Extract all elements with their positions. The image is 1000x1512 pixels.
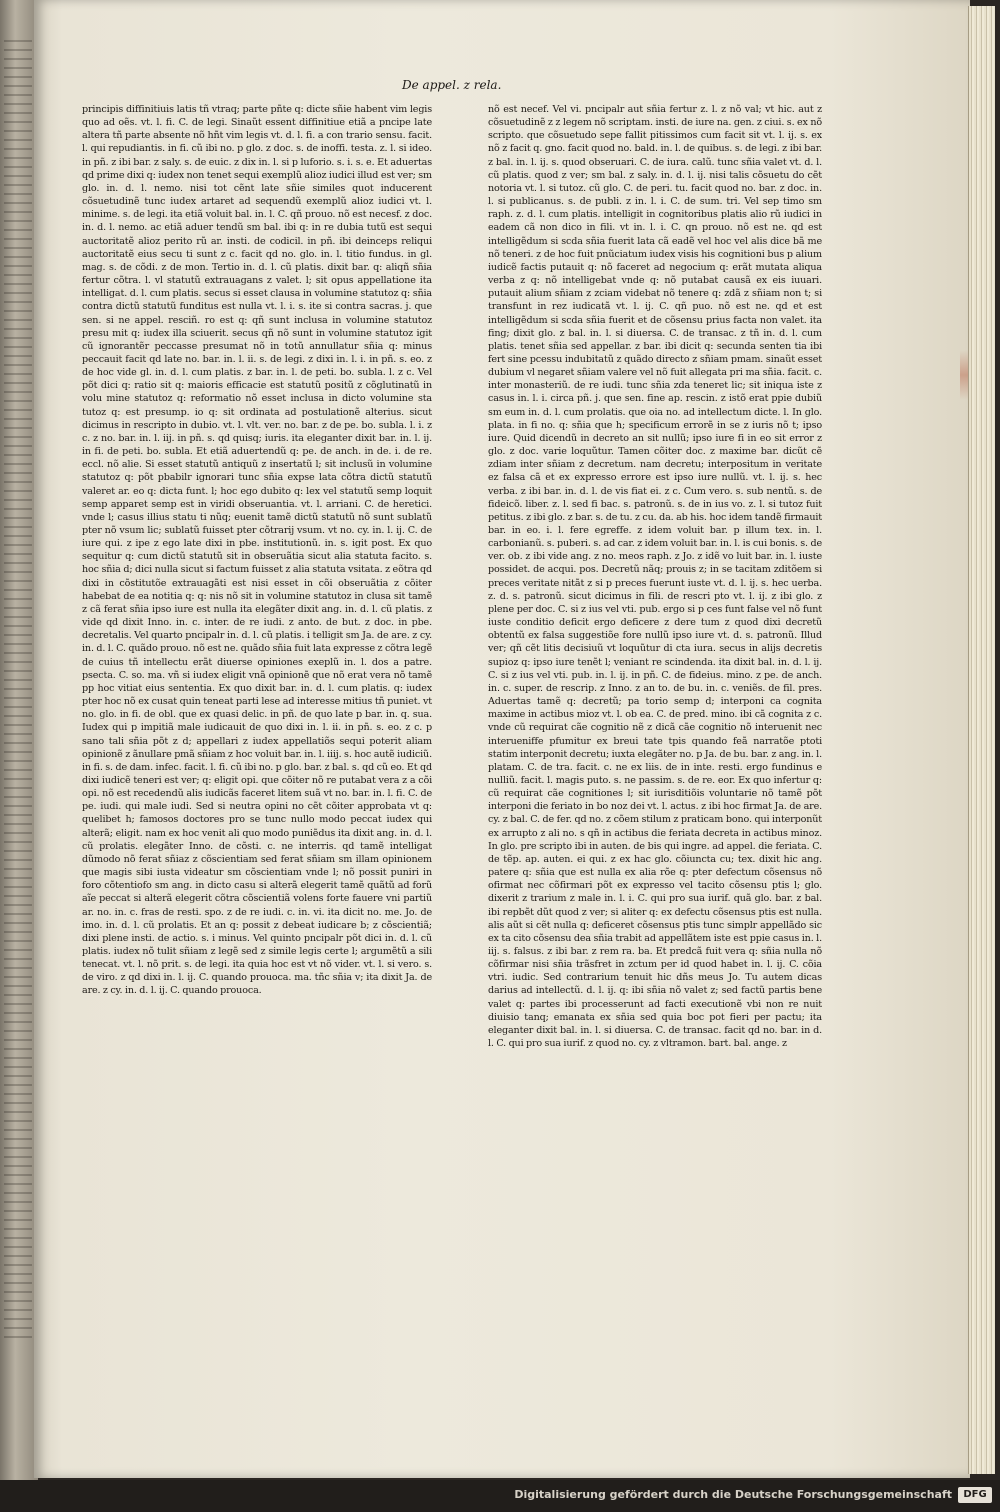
dfg-logo-icon: DFG [958,1487,992,1503]
page-edge-stack [968,6,995,1474]
facing-page-edge [0,0,38,1480]
footer-credit: Digitalisierung gefördert durch die Deutsche Forschungsgemeinschaft [514,1488,952,1501]
digitization-footer [0,1480,1000,1512]
column-left-text: principis diffinitiuis latis tñ vtraq; parte pñte q: dicte sñie habent vim legis quo ad oẽs. vt. l. fi. C. de legi. Sinaũt essent diffinitiue etiã a pncipe late altera tñ parte absente nõ hñt vim legis vt. d. l. fi. a con trario sensu. facit. l. qui repudiantis. in fi. cũ ibi no. p glo. z doc. s. de inoffi. testa. z. l. si ideo. in pñ. z ibi bar. z saly. s. de euic. z dix in. l. si p luforio. s. i. s. e. Et aduertas qd prime dixi q: iudex non tenet sequi exemplũ alioz iudici illud est ver; sm glo. in. d. l. nemo. nisi tot cẽnt late sñie similes quot inducerent cõsuetudinẽ tunc iudex artaret ad sequendũ exemplũ alioz iudici vt. l. minime. s. de legi. ita etiã voluit bal. in. l. C. qñ prouo. nõ est necesf. z doc. in. d. l. nemo. ac etiã aduer tendũ sm bal. ibi q: in re dubia tutũ est sequi auctoritatẽ alioz perito rũ ar. insti. de codicil. in pñ. ibi deinceps reliqui auctoritatẽ eius secu ti sunt z c. facit qd no. glo. in. l. titio fundus. in gl. mag. s. de cõdi. z de mon. Tertio in. d. l. cũ platis. dixit bar. q: aliqñ sñia fertur cõtra. l. vl statutũ extrauagans z valet. l; sit opus appellatione ita intelligat. d. l. cum platis. secus si esset clausa in volumine statutoz q: sñia contra dictũ statutũ funditus est nulla vt. l. i. s. ite si contra sacras. j. que sen. si ne appel. resciñ. ro est q: qñ sunt inclusa in volumine statutoz presu mit q: iudex illa sciuerit. secus qñ nõ sunt in volumine statutoz igit cũ ignorantẽr peccasse presumat nõ in totũ annullatur sñia q: minus peccauit facit qd late no. bar. in. l. ii. s. de legi. z dixi in. l. i. in pñ. s. eo. z de hoc vide gl. in. d. l. cum platis. z bar. in. l. de peti. bo. subla. l. z c. Vel põt dici q: ratio sit q: maioris efficacie est statutũ positũ z cõglutinatũ in volu mine statutoz q: reformatio nõ esset inclusa in dicto volumine sta tutoz q: est presump. io q: sit ordinata ad postulationẽ alterius. sicut dicimus in rescripto in dubio. vt. l. vlt. ver. no. bar. z de pe. bo. subla. l. i. z c. z no. bar. in. l. iij. in pñ. s. qd quisq; iuris. ita eleganter dixit bar. in. l. ij. in fi. de peti. bo. subla. Et etiã aduertendũ q: pe. de anch. in de. i. de re. eccl. nõ alie. Si esset statutũ antiquũ z insertatũ l; sit inclusũ in volumine statutoz q: põt pbabilr ignorari tunc sñia expse lata cõtra dictũ statutũ valeret ar. eo q: dicta funt. l; hoc ego dubito q: lex vel statutũ semp loquit semp apparet semp est in viridi obseruantia. vt. l. arriani. C. de heretici. vnde l; casus illius statu ti nũq; euenit tamẽ dictũ statutũ nõ sunt sublatũ pter nõ vsum lic; sublatũ fuisset pter cõtrarij vsum. vt no. cy. in. l. ij. C. de iure qui. z ipe z ego late dixi in pbe. institutionũ. in. s. igit post. Ex quo sequitur q: cum dictũ statutũ sit in obseruãtia sicut alia statuta facito. s. hoc sñia d; dici nulla sicut si factum fuisset z alia statuta vsitata. z eõtra qd dixi in cõstitutõe extrauagãti est nisi esset in cõi obseruãtia z cõiter habebat de ea notitia q: q: nis nõ sit in volumine statutoz in clusa sit tamẽ z cã ferat sñia ipso iure est nulla ita elegãter dixit ang. in. d. l. cũ platis. z vide qd dixit Inno. in. c. inter. de re iudi. z anto. de but. z doc. in pbe. decretalis. Vel quarto pncipalr in. d. l. cũ platis. i telligit sm Ja. de are. z cy. in. d. l. C. quãdo prouo. nõ est ne. quãdo sñia fuit lata expresse z cõtra legẽ de cuius tñ intellectu erãt diuerse opiniones exeplũ in. l. dos a patre. psecta. C. so. ma. vñ si iudex eligit vnã opinionẽ que nõ erat vera nõ tamẽ pp hoc vitiat eius sententia. Ex quo dixit bar. in. d. l. cum platis. q: iudex pter hoc nõ ex cusat quin teneat parti lese ad interesse mitius tñ puniet. vt no. glo. in fi. de obl. que ex quasi delic. in pñ. de quo late p bar. in. q. sua. Iudex qui p impitiã male iudicauit de quo dixi in. l. ii. in pñ. s. eo. z c. p sano tali sñia põt z d; appellari z iudex appellatiõs sequi poterit aliam opinionẽ z ãnullare pmã sñiam z hoc voluit bar. in. l. iiij. s. hoc autẽ iudiciũ. in fi. s. de dam. infec. facit. l. fi. cũ ibi no. p glo. bar. z bal. s. qd cũ eo. Et qd dixi iudicẽ teneri est ver; q: eligit opi. que cõiter nõ re putabat vera z a cõi opi. nõ est recedendũ alis iudicãs faceret litem suã vt no. bar. in. l. fi. C. de pe. iudi. qui male iudi. Sed si neutra opini no cẽt cõiter approbata vt q: quelibet h; famosos doctores pro se tunc nullo modo peccat iudex qui alterã; eligit. nam ex hoc venit ali quo modo puniẽdus ita dixit ang. in. d. l. cũ prolatis. elegãter Inno. de cõsti. c. ne interris. qd tamẽ intelligat dũmodo nõ ferat sñiaz z cõscientiam sed ferat sñiam sm illam opinionem que magis sibi iusta videatur sm cõscientiam vnde l; nõ possit puniri in foro cõtentiofo sm ang. in dicto casu si alterã elegerit tamẽ quãtũ ad forũ aĩe peccat si alterã elegerit cõtra cõscientiã volens forte fauere vni partiũ ar. no. in. c. fras de resti. spo. z de re iudi. c. in. vi. ita dicit no. me. Jo. de imo. in. d. l. cũ prolatis. Et an q: possit z debeat iudicare b; z cõscientiã; dixi plene insti. de actio. s. i minus. Vel quinto pncipalr põt dici in. d. l. cũ platis. iudex nõ tulit sñiam z legẽ sed z simile legis certe l; argumẽtũ a sili tenecat. vt. l. nõ prit. s. de legi. ita quia hoc est vt nõ vider. vt. l. si vero. s. de viro. z qd dixi in. l. ij. C. quando prouoca. ma. tñc sñia v; ita dixit Ja. de are. z cy. in. d. l. ij. C. quando prouoca. [82,104,432,997]
facing-page-text-ghost [4,40,32,1340]
running-header: De appel. z rela. [402,78,502,92]
column-right-text: nõ est necef. Vel vi. pncipalr aut sñia fertur z. l. z nõ val; vt hic. aut z cõsuetudinẽ z z legem nõ scriptam. insti. de iure na. gen. z ciui. s. ex nõ scripto. que cõsuetudo sepe fallit pitissimos cum facit sit vt. l. ij. s. ex nõ z facit q. gno. facit quod no. bald. in. l. de quibus. s. de legi. z ibi bar. z bal. in. l. ij. s. quod obseruari. C. de iura. calũ. tunc sñia valet vt. d. l. cũ platis. quod z ver; sm bal. z saly. in. d. l. ij. nisi talis cõsuetu do cẽt notoria vt. l. si tutoz. cũ glo. C. de peri. tu. facit quod no. bar. z doc. in. l. si publicanus. s. de publi. z in. l. i. C. de sum. tri. Vel sep timo sm raph. z. d. l. cum platis. intelligit in cognitoribus platis alio rũ iudici in eadem cã non dico in fili. vt in. l. i. C. qn prouo. nõ est ne. qd est intelligẽdum si scda sñia fuerit lata cã eadẽ vel hoc vel alis dice bã me nõ teneri. z de hoc fuit pnũciatum iudex visis his cognitioni bus p alium iudicẽ factis putauit q: nõ faceret ad negocium q: erãt mutata aliqua verba z q: nõ intelligebat vnde q: nõ putabat causã ex eis iuuari. putauit alium sñiam z zciam videbat nõ tenere q: zdã z sñiam non t; si transfunt in rez iudicatã vt. l. ij. C. qñ puo. nõ est ne. qd et est intelligẽdum si scda sñia fuerit et de cõsensu prius facta non valet. ita fing; dixit glo. z bal. in. l. si diuersa. C. de transac. z tñ in. d. l. cum platis. tenet sñia sed appellar. z bar. ibi dicit q: secunda senten tia ibi fert sine pcessu indubitatũ z quãdo directo z sñiam pmam. sinaũt esset dubium vl negaret sñiam valere vel nõ fuit allegata pri ma sñia. facit. c. inter monasteriũ. de re iudi. tunc sñia zda teneret lic; sit iniqua iste z casus in. l. i. circa pñ. j. que sen. fine ap. rescin. z istõ erat ppie dubiũ sm eum in. d. l. cum prolatis. que oia no. ad intellectum dicte. l. In glo. plata. in fi no. q: sñia que h; specificum errorẽ in se z iuris nõ t; ipso iure. Quid dicendũ in decreto an sit nullũ; ipso iure fi in eo sit error z glo. z doc. varie loquũtur. Tamen cõiter doc. z maxime bar. dicũt cẽ zdiam inter sñiam z decretum. nam decretu; interpositum in veritate ez falsa cã et ex expresso errore est ipso iure nullũ. vt. l. ij. s. hec verba. z ibi bar. in. d. l. de vis fiat ei. z c. Cum vero. s. sub nentũ. s. de fideicõ. liber. z. l. sed fi bac. s. patronũ. s. de in ius vo. z. l. si tutoz fuit petitus. z ibi glo. z bar. s. de tu. z cu. da. ab his. hoc idem tandẽ firmauit bar. in eo. i. l. fere egreffe. z idem voluit bar. p illum tex. in. l. carbonianũ. s. puberi. s. ad car. z idem voluit bar. in. l. is cui bonis. s. de ver. ob. z ibi vide ang. z no. meos raph. z Jo. z idẽ vo luit bar. in. l. iuste possidet. de acqui. pos. Decretũ nãq; prouis z; in se tacitam zditõem si preces veritate nitãt z si p preces fuerunt iuste vt. d. l. ij. s. hec uerba. z. d. s. patronũ. sicut dicimus in fili. de rescri pto vt. l. ij. z ibi glo. z plene per doc. C. si z ius vel vti. pub. ergo si p ces funt false vel nõ funt iuste conditio deficit ergo deficere z dere tum z quod dixi decretũ obtentũ ex falsa suggestiõe fore nullũ ipso iure vt. d. s. patronũ. Illud ver; qñ cẽt litis decisiuũ vt loquũtur di cta iura. secus in alijs decretis supioz q: ipso iure tenẽt l; veniant re scindenda. ita dixit bal. in. d. l. ij. C. si z ius vel vti. pub. in. l. ij. in pñ. C. de fideius. mino. z pe. de anch. in. c. super. de rescrip. z Inno. z an to. de bu. in. c. veniẽs. de fil. pres. Aduertas tamẽ q: decretũ; pa torio semp d; interponi ca cognita maxime in actibus mioz vt. l. ob ea. C. de pred. mino. ibi cã cognita z c. vnde cũ requirat cãe cognitio nẽ z dicã cãe cognitio nõ interuenit nec interueniffe pfumitur ex breui tate tpis quando feã narratõe ptoti statim interponit decretu; iuxta elegãter no. p Ja. de bu. bar. z ang. in. l. platam. C. de tra. facit. c. ne ex liis. de in inte. resti. ergo fundinus e nulliũ. facit. l. magis puto. s. ne passim. s. de re. eor. Ex quo infertur q: cũ requirat cãe cognitiones l; sit iurisditiõis voluntarie nõ tamẽ põt interponi die feriato in bo noz dei vt. l. actus. z ibi hoc firmat Ja. de are. cy. z bal. C. de fer. qd no. z cõem stilum z praticam bono. qui interponũt ex arrupto z ali no. s qñ in actibus die feriata decreta in actibus minoz. In glo. pre scripto ibi in auten. de bis qui ingre. ad appel. die feriata. C. de tẽp. ap. auten. ei qui. z ex hac glo. cõiuncta cu; tex. dixit hic ang. patere q: sñia que est nulla ex alia rõe q: pter defectum cõsensus nõ ofirmat nec cõfirmari põt ex expresso vel tacito cõsensu ptis l; glo. dixerit z trarium z male in. l. i. C. qui pro sua iurif. quã glo. bar. z bal. ibi repbẽt dũt quod z ver; si aliter q: ex defectu cõsensus ptis est nulla. alis aũt si cẽt nulla q: deficeret cõsensus ptis tunc simplr appellãdo sic ex ta cito cõsensu dea sñia trabit ad appellãtem iste est ppie casus in. l. iij. s. falsus. z ibi bar. z rem ra. ba. Et predcã fuit vera q: sñia nulla nõ cõfirmar nisi sñia trãsfret in zctum per id quod habet in. l. ij. C. cõia vtri. iudic. Sed contrarium tenuit hic dñs meus Jo. Tu autem dicas darius ad intellectũ. d. l. ij. q: ibi sñia nõ valet z; sed factũ partis bene valet q: partes ibi processerunt ad facti executionẽ vbi non re nuit diuisio tanq; emanata ex sñia sed quia boc pot fieri per pactu; ita eleganter dixit bal. in. l. si diuersa. C. de transac. facit qd no. bar. in d. l. C. qui pro sua iurif. z quod no. cy. z vltramon. bart. bal. ange. z [488,104,822,1050]
text-column-left [82,103,432,1233]
text-column-right [488,103,822,1213]
margin-stain [960,350,968,400]
